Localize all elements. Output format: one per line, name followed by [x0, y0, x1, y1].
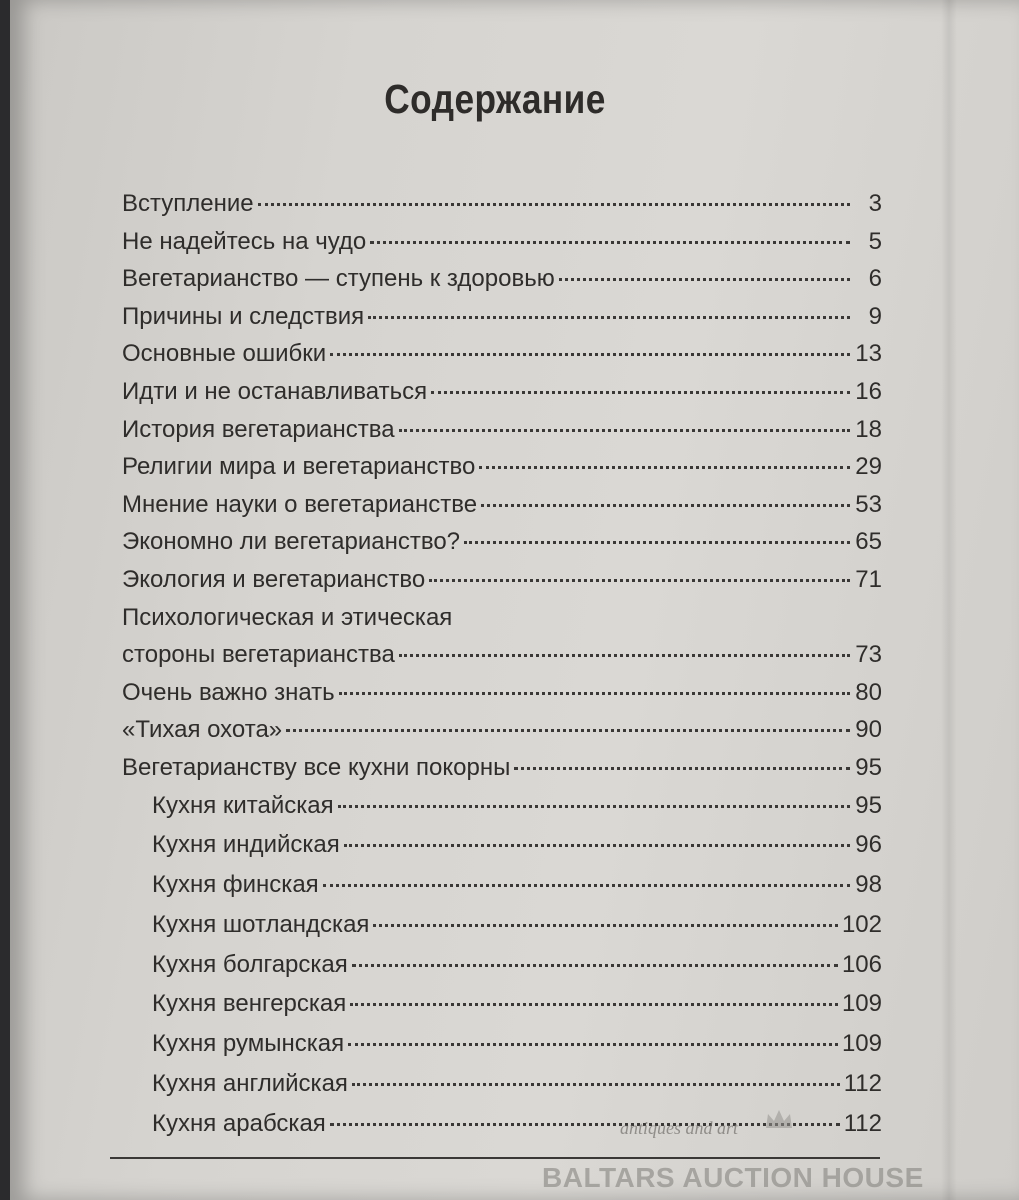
toc-entry-label: Кухня арабская [152, 1109, 326, 1137]
toc-entry-label: Экономно ли вегетарианство? [122, 528, 461, 556]
toc-entry-label: Кухня венгерская [152, 990, 347, 1018]
dot-leader [429, 579, 850, 582]
toc-page-number: 109 [841, 1030, 882, 1058]
toc-entry-label: Кухня шотландская [152, 910, 370, 938]
toc-entry [122, 340, 882, 378]
toc-subentry [122, 911, 882, 951]
toc-entry-label: Не надейтесь на чудо [122, 227, 367, 255]
toc-entry-label: Идти и не останавливаться [122, 377, 428, 405]
toc-entry-label: Психологическая и этическая [122, 603, 453, 631]
dot-leader [479, 466, 850, 469]
bottom-rule [110, 1157, 880, 1159]
dot-leader [352, 1083, 840, 1086]
toc-entry-label: Экология и вегетарианство [122, 565, 426, 593]
toc-page-number: 90 [855, 716, 882, 744]
dot-leader [344, 844, 850, 847]
dot-leader [286, 729, 850, 732]
toc-page-number: 80 [855, 678, 882, 706]
toc-entry [122, 528, 882, 566]
toc-entry-label: Вегетарианство — ступень к здоровью [122, 265, 555, 293]
toc-subentry [122, 951, 882, 991]
toc-page-number: 71 [855, 565, 882, 593]
toc-entry [122, 190, 882, 228]
toc-page-number: 73 [855, 641, 882, 669]
toc-entry [122, 716, 882, 754]
toc-entry-label: Кухня индийская [152, 831, 340, 859]
dot-leader [339, 692, 850, 695]
page-spine-shadow [941, 0, 957, 1200]
toc-entry-label: История вегетарианства [122, 415, 395, 443]
dot-leader [323, 884, 850, 887]
toc-entry [122, 641, 882, 679]
toc-subentry [122, 792, 882, 832]
dot-leader [348, 1043, 838, 1046]
dot-leader [338, 805, 850, 808]
toc-entry-label: «Тихая охота» [122, 716, 283, 744]
toc-entry-label: Очень важно знать [122, 678, 335, 706]
toc-page-number: 13 [855, 340, 882, 368]
toc-subentry [122, 831, 882, 871]
toc-subentry [122, 1070, 882, 1110]
toc-page-number: 106 [841, 950, 882, 978]
toc-entry-label: Кухня финская [152, 871, 319, 899]
watermark-name: BALTARS AUCTION HOUSE [542, 1162, 924, 1193]
dot-leader [368, 316, 850, 319]
toc-page-number: 3 [868, 190, 882, 217]
toc-entry [122, 378, 882, 416]
toc-entry-label: Причины и следствия [122, 302, 365, 330]
toc-page-number: 53 [855, 490, 882, 518]
toc-entry [122, 416, 882, 454]
toc-page-number: 95 [855, 753, 882, 781]
dot-leader [399, 654, 850, 657]
toc-entry [122, 265, 882, 303]
dot-leader [464, 541, 850, 544]
dot-leader [352, 964, 838, 967]
toc-subentry [122, 1030, 882, 1070]
crown-icon [764, 1108, 794, 1130]
table-of-contents [122, 190, 882, 1150]
toc-entry [122, 491, 882, 529]
watermark-tagline: antiques and art [620, 1118, 739, 1138]
toc-page-number: 16 [855, 377, 882, 405]
toc-page-number: 9 [868, 302, 882, 330]
toc-page-number: 102 [841, 910, 882, 938]
toc-entry-label: Кухня китайская [152, 791, 334, 819]
toc-subentry [122, 871, 882, 911]
dot-leader [330, 353, 850, 356]
toc-entry-label: Кухня английская [152, 1070, 348, 1098]
toc-page-number: 96 [855, 831, 882, 859]
toc-page-number: 98 [855, 871, 882, 899]
toc-entry-label: Кухня румынская [152, 1030, 345, 1058]
toc-page-number: 112 [843, 1070, 882, 1098]
dot-leader [431, 391, 850, 394]
toc-page-number: 5 [868, 227, 882, 255]
toc-entry [122, 754, 882, 792]
toc-page-number: 6 [868, 265, 882, 293]
toc-entry-label: Кухня болгарская [152, 950, 348, 978]
toc-entry-label: Вступление [122, 190, 254, 217]
toc-page-number: 29 [855, 453, 882, 481]
toc-entry [122, 679, 882, 717]
dot-leader [370, 241, 850, 244]
toc-entry-label: стороны вегетарианства [122, 641, 395, 669]
toc-entry-label: Мнение науки о вегетарианстве [122, 490, 478, 518]
toc-entry [122, 303, 882, 341]
dot-leader [481, 504, 850, 507]
toc-entry [122, 604, 882, 642]
toc-entry-label: Основные ошибки [122, 340, 327, 368]
toc-page-number: 95 [855, 791, 882, 819]
toc-page-number: 18 [855, 415, 882, 443]
dot-leader [373, 924, 838, 927]
toc-entry [122, 566, 882, 604]
book-page [10, 0, 1019, 1200]
dot-leader [514, 767, 850, 770]
toc-page-number: 65 [855, 528, 882, 556]
dot-leader [350, 1003, 838, 1006]
dot-leader [559, 278, 850, 281]
page-title: Содержание [384, 76, 606, 122]
toc-subentry [122, 990, 882, 1030]
toc-entry-label: Вегетарианству все кухни покорны [122, 753, 511, 781]
dot-leader [399, 429, 850, 432]
toc-entry [122, 453, 882, 491]
dot-leader [258, 203, 850, 206]
toc-entry-label: Религии мира и вегетарианство [122, 453, 476, 481]
toc-entry [122, 228, 882, 266]
toc-page-number: 109 [841, 990, 882, 1018]
toc-page-number: 112 [843, 1109, 882, 1137]
